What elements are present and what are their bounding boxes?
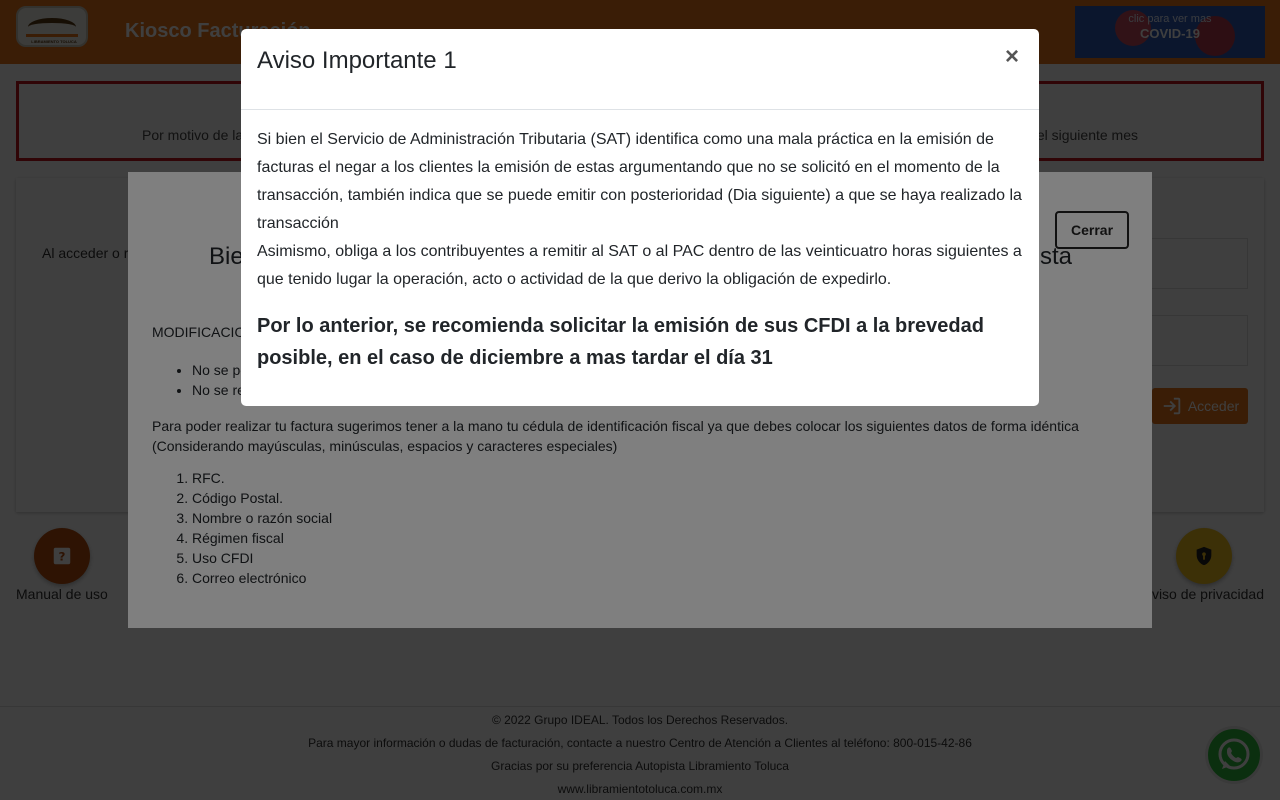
notice-paragraph-1: Si bien el Servicio de Administración Tributaria (SAT) identifica como una mala práctica en la emisión de facturas el negar a los clientes la emisión de estas argumentando que no se solicitó en el momento de la transacción, también indica que se puede emitir con posterioridad (Dia siguiente) a que se haya realizado la transacción xyxy=(257,131,1022,232)
modal-header xyxy=(241,29,1039,110)
modal-title: Aviso Importante 1 xyxy=(257,47,457,74)
modal-body xyxy=(257,126,1023,294)
important-notice-modal xyxy=(241,29,1039,406)
notice-recommendation: Por lo anterior, se recomienda solicitar la emisión de sus CFDI a la brevedad posible, en el caso de diciembre a mas tardar el día 31 xyxy=(257,315,984,369)
close-icon[interactable]: × xyxy=(1005,43,1020,70)
notice-paragraph-2: Asimismo, obliga a los contribuyentes a remitir al SAT o al PAC dentro de las veinticuatro horas siguientes a que tenido lugar la operación, acto o actividad de la que derivo la obligación de expedirlo. xyxy=(257,243,1022,288)
